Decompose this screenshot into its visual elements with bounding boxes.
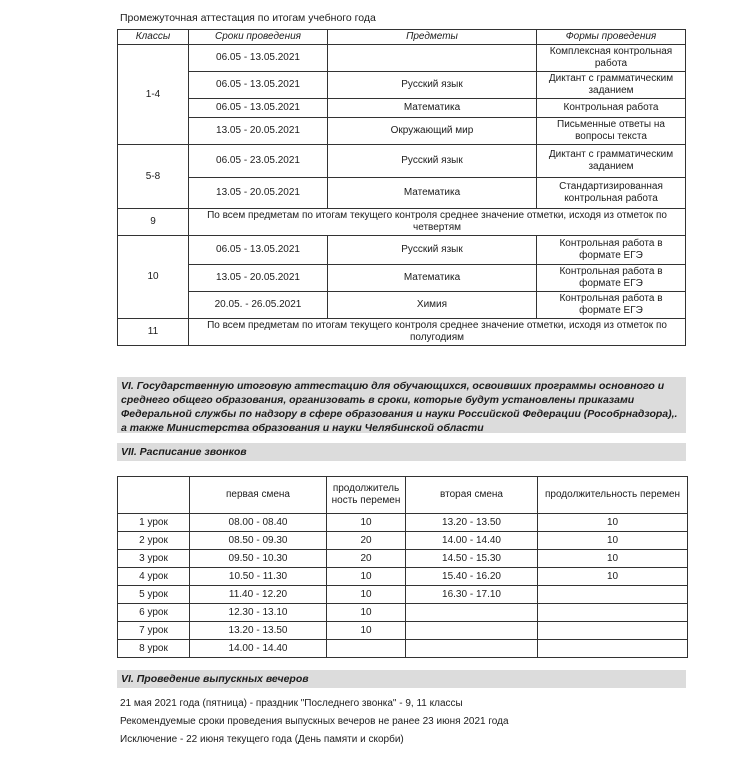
dates-cell: 13.05 - 20.05.2021	[189, 265, 328, 292]
attestation-table	[117, 29, 686, 346]
table-row	[118, 532, 688, 550]
dates-cell: 06.05 - 13.05.2021	[189, 45, 328, 72]
form-cell: Контрольная работа в формате ЕГЭ	[537, 292, 686, 319]
dates-cell: 13.05 - 20.05.2021	[189, 178, 328, 209]
time-cell	[406, 640, 538, 658]
table-row	[118, 292, 686, 319]
form-cell: Комплексная контрольная работа	[537, 45, 686, 72]
lesson-cell: 5 урок	[118, 586, 190, 604]
class-cell: 5-8	[118, 145, 189, 209]
column-header: Предметы	[328, 30, 537, 45]
break-cell: 20	[327, 532, 406, 550]
form-cell: Контрольная работа в формате ЕГЭ	[537, 236, 686, 265]
subject-cell: Математика	[328, 265, 537, 292]
time-cell: 16.30 - 17.10	[406, 586, 538, 604]
time-cell: 12.30 - 13.10	[190, 604, 327, 622]
time-cell: 08.50 - 09.30	[190, 532, 327, 550]
time-cell: 13.20 - 13.50	[190, 622, 327, 640]
table-row	[118, 640, 688, 658]
note-cell: По всем предметам по итогам текущего контроля среднее значение отметки, исходя из отметок по четвертям	[189, 209, 686, 236]
class-cell: 11	[118, 319, 189, 346]
table-row	[118, 622, 688, 640]
form-cell: Письменные ответы на вопросы текста	[537, 118, 686, 145]
time-cell	[406, 622, 538, 640]
column-header: продолжитель ность перемен	[327, 477, 406, 514]
table-row	[118, 604, 688, 622]
lesson-cell: 1 урок	[118, 514, 190, 532]
break-cell	[538, 604, 688, 622]
dates-cell: 06.05 - 13.05.2021	[189, 99, 328, 118]
form-cell: Контрольная работа в формате ЕГЭ	[537, 265, 686, 292]
time-cell	[406, 604, 538, 622]
break-cell: 10	[538, 568, 688, 586]
break-cell	[538, 586, 688, 604]
lesson-cell: 4 урок	[118, 568, 190, 586]
break-cell	[327, 640, 406, 658]
break-cell	[538, 622, 688, 640]
form-cell: Диктант с грамматическим заданием	[537, 145, 686, 178]
dates-cell: 13.05 - 20.05.2021	[189, 118, 328, 145]
break-cell: 10	[327, 514, 406, 532]
table-row	[118, 265, 686, 292]
table-row	[118, 550, 688, 568]
table-row	[118, 514, 688, 532]
break-cell: 10	[327, 622, 406, 640]
subject-cell: Химия	[328, 292, 537, 319]
subject-cell: Русский язык	[328, 72, 537, 99]
subject-cell: Математика	[328, 99, 537, 118]
time-cell: 08.00 - 08.40	[190, 514, 327, 532]
column-header: продолжительность перемен	[538, 477, 688, 514]
dates-cell: 06.05 - 23.05.2021	[189, 145, 328, 178]
time-cell: 13.20 - 13.50	[406, 514, 538, 532]
column-header: вторая смена	[406, 477, 538, 514]
bell-schedule-table	[117, 476, 688, 658]
column-header: Классы	[118, 30, 189, 45]
form-cell: Контрольная работа	[537, 99, 686, 118]
break-cell: 10	[538, 550, 688, 568]
subject-cell	[328, 45, 537, 72]
dates-cell: 06.05 - 13.05.2021	[189, 72, 328, 99]
subject-cell: Русский язык	[328, 236, 537, 265]
time-cell: 11.40 - 12.20	[190, 586, 327, 604]
form-cell: Диктант с грамматическим заданием	[537, 72, 686, 99]
bells-heading: VII. Расписание звонков	[117, 443, 686, 461]
lesson-cell: 8 урок	[118, 640, 190, 658]
time-cell: 14.00 - 14.40	[190, 640, 327, 658]
dates-cell: 06.05 - 13.05.2021	[189, 236, 328, 265]
table-row	[118, 568, 688, 586]
column-header: Сроки проведения	[189, 30, 328, 45]
break-cell	[538, 640, 688, 658]
table-header-row	[118, 477, 688, 514]
section-6-text: VI. Государственную итоговую аттестацию для обучающихся, освоивших программы основного и среднего общего образования, организовать в сроки, которые будут установлены приказами Федеральной службы по надзору в сфере образования и науки Российской Федерации (Рособрнадзора),. а также Министерства образования и науки Челябинской области	[117, 377, 686, 433]
time-cell: 15.40 - 16.20	[406, 568, 538, 586]
form-cell: Стандартизированная контрольная работа	[537, 178, 686, 209]
subject-cell: Математика	[328, 178, 537, 209]
evenings-line: 21 мая 2021 года (пятница) - праздник "Последнего звонка" - 9, 11 классы	[120, 698, 463, 709]
class-cell: 1-4	[118, 45, 189, 145]
column-header: Формы проведения	[537, 30, 686, 45]
table-row	[118, 586, 688, 604]
class-cell: 9	[118, 209, 189, 236]
break-cell: 10	[327, 568, 406, 586]
table-row	[118, 319, 686, 346]
table-row	[118, 236, 686, 265]
subject-cell: Русский язык	[328, 145, 537, 178]
break-cell: 10	[327, 604, 406, 622]
attestation-title: Промежуточная аттестация по итогам учебного года	[120, 12, 376, 24]
column-header	[118, 477, 190, 514]
table-row	[118, 45, 686, 72]
table-row	[118, 178, 686, 209]
time-cell: 09.50 - 10.30	[190, 550, 327, 568]
note-cell: По всем предметам по итогам текущего контроля среднее значение отметки, исходя из отметок по полугодиям	[189, 319, 686, 346]
class-cell: 10	[118, 236, 189, 319]
break-cell: 20	[327, 550, 406, 568]
lesson-cell: 7 урок	[118, 622, 190, 640]
evenings-line: Исключение - 22 июня текущего года (День памяти и скорби)	[120, 734, 404, 745]
time-cell: 14.00 - 14.40	[406, 532, 538, 550]
table-row	[118, 209, 686, 236]
evenings-line: Рекомендуемые сроки проведения выпускных вечеров не ранее 23 июня 2021 года	[120, 716, 509, 727]
table-row	[118, 72, 686, 99]
time-cell: 10.50 - 11.30	[190, 568, 327, 586]
dates-cell: 20.05. - 26.05.2021	[189, 292, 328, 319]
evenings-heading: VI. Проведение выпускных вечеров	[117, 670, 686, 688]
subject-cell: Окружающий мир	[328, 118, 537, 145]
lesson-cell: 6 урок	[118, 604, 190, 622]
lesson-cell: 3 урок	[118, 550, 190, 568]
column-header: первая смена	[190, 477, 327, 514]
break-cell: 10	[538, 514, 688, 532]
table-row	[118, 145, 686, 178]
table-row	[118, 99, 686, 118]
lesson-cell: 2 урок	[118, 532, 190, 550]
time-cell: 14.50 - 15.30	[406, 550, 538, 568]
break-cell: 10	[327, 586, 406, 604]
break-cell: 10	[538, 532, 688, 550]
table-row	[118, 118, 686, 145]
table-header-row	[118, 30, 686, 45]
